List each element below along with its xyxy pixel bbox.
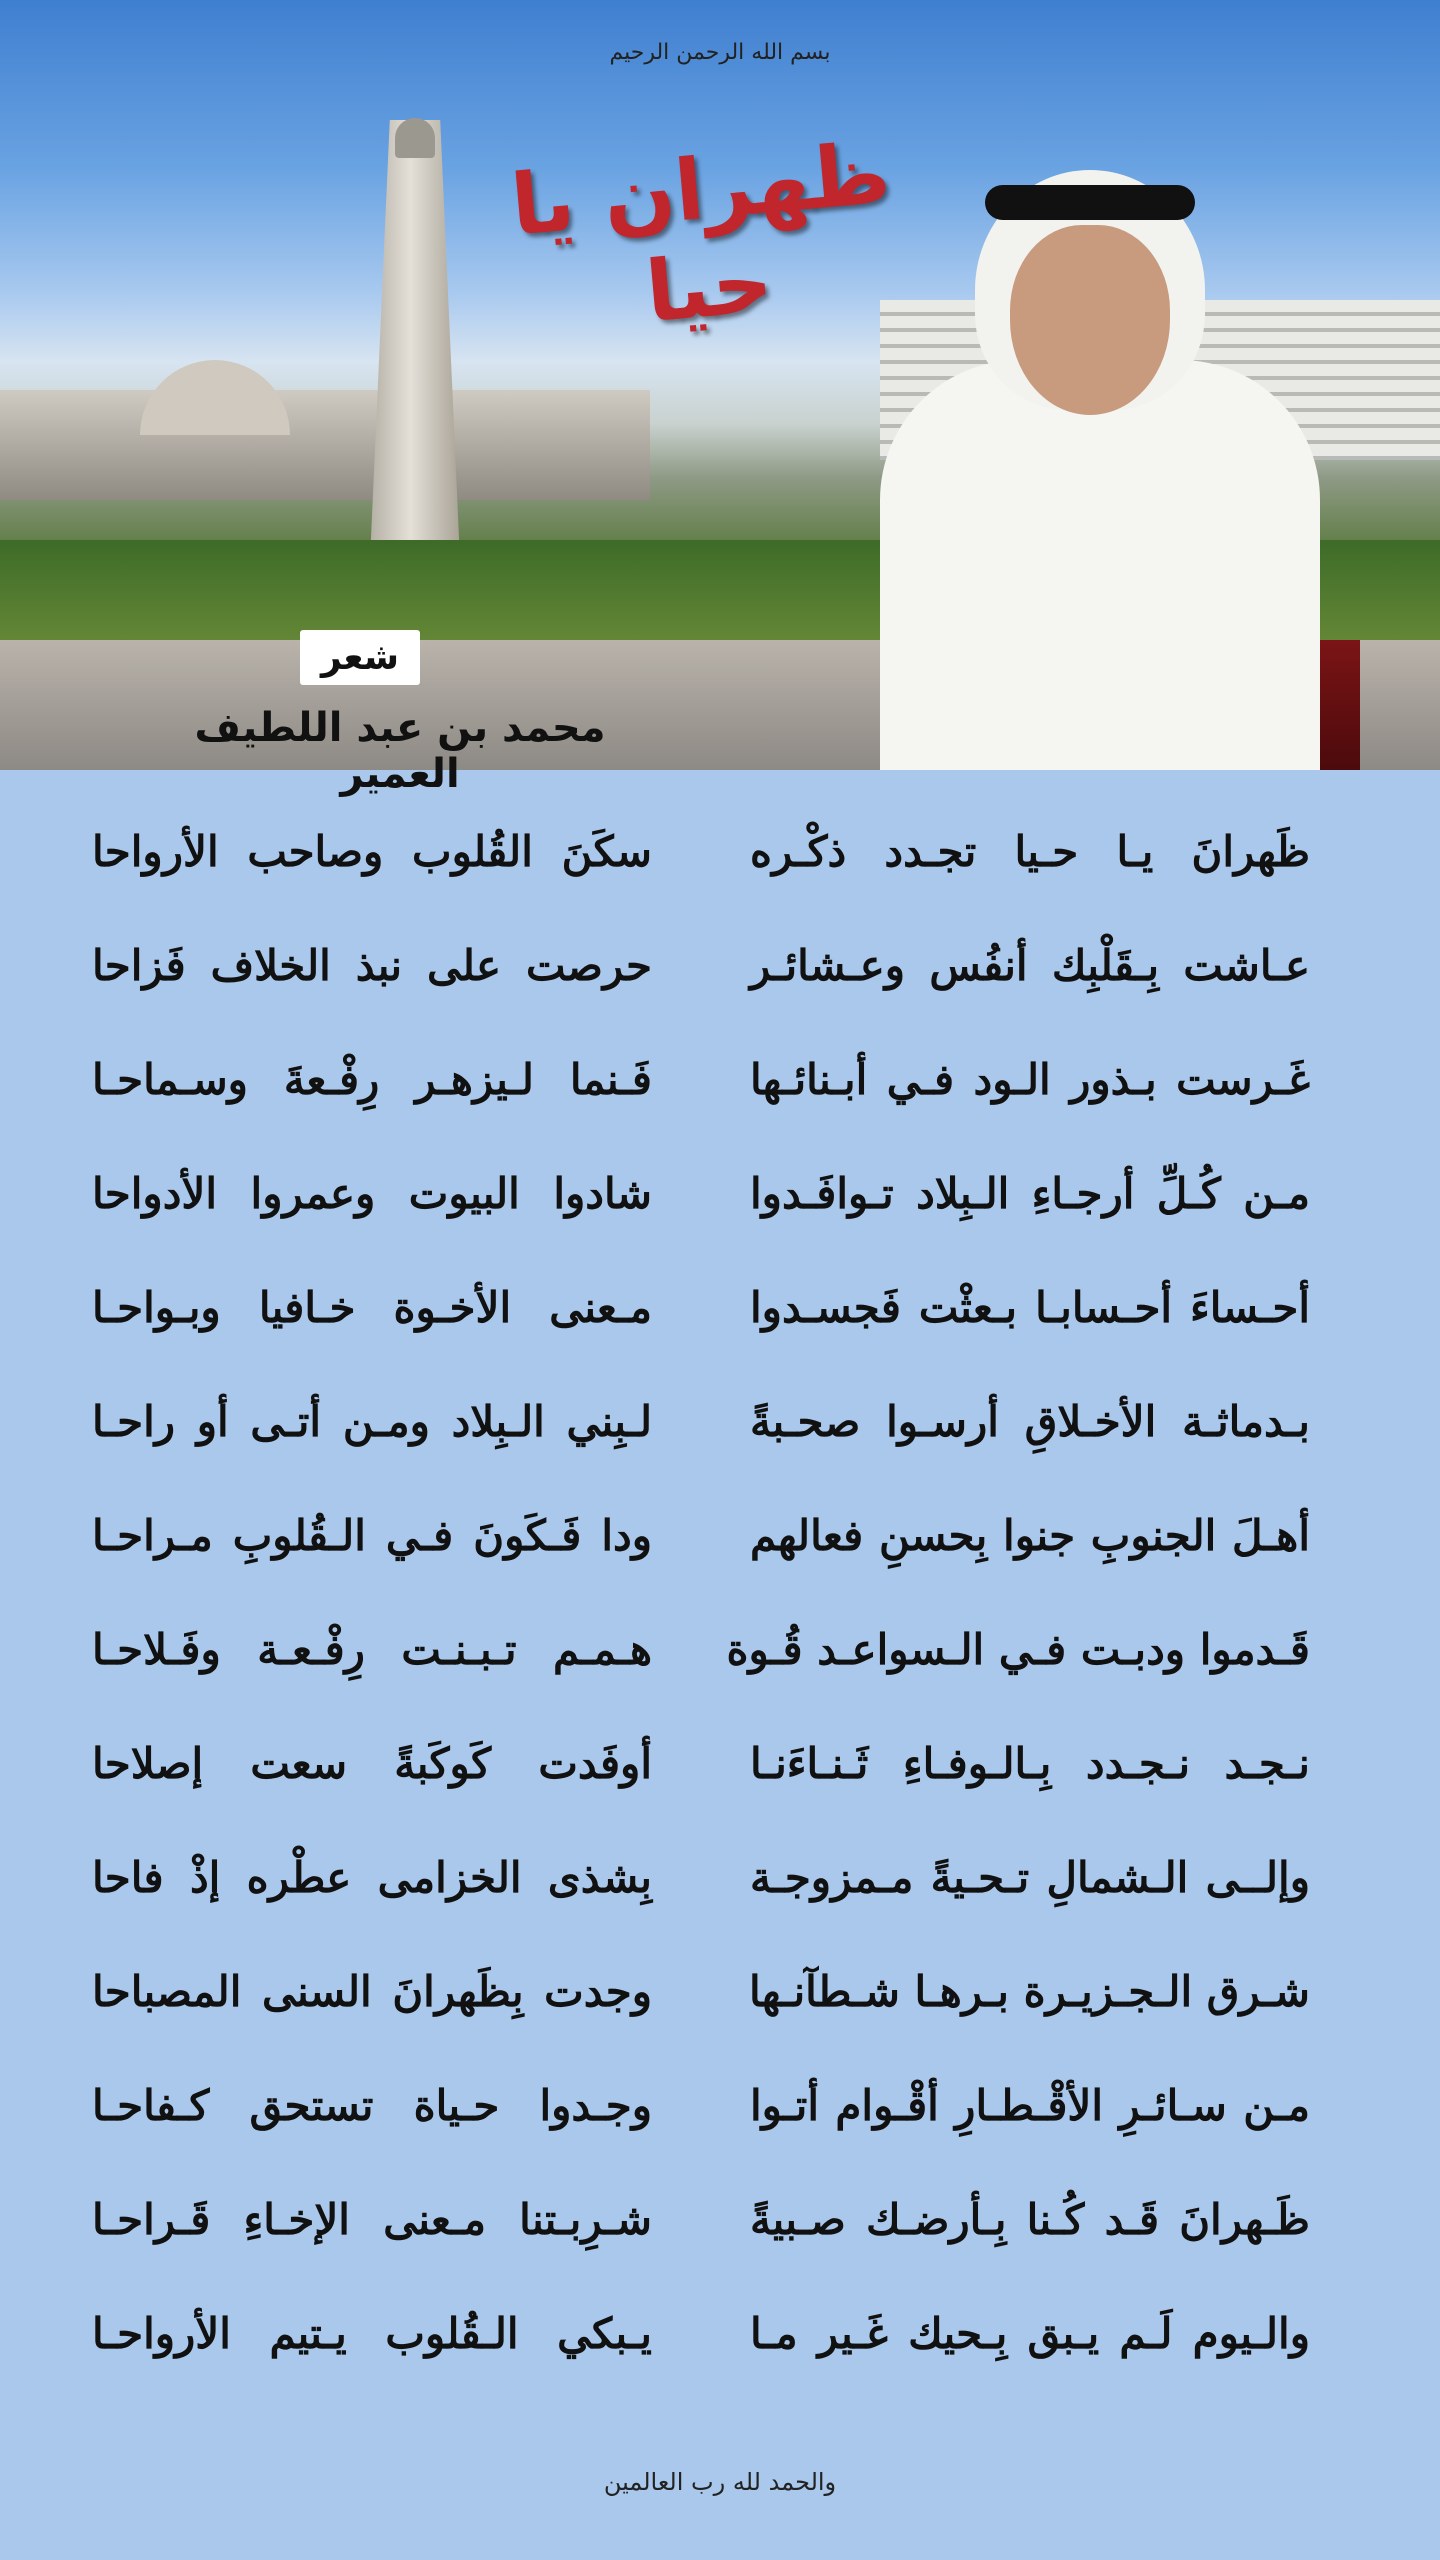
verse-first-hemistich: ظَـهرانَ قَـد كُـنا بِـأرضـك صـبيةً — [750, 2195, 1310, 2244]
verse-row — [0, 912, 1440, 1026]
verse-row — [0, 1026, 1440, 1140]
verse-second-hemistich: لـبِني الـبِلاد ومـن أتـى أو راحـا — [92, 1397, 652, 1446]
verse-row — [0, 1710, 1440, 1824]
verse-row — [0, 1824, 1440, 1938]
verse-first-hemistich: مـن كُـلِّ أرجـاءِ الـبِلاد تـوافَـدوا — [750, 1169, 1310, 1218]
verse-second-hemistich: مـعنى الأخـوة خـافيا وبـواحـا — [92, 1283, 652, 1332]
verse-first-hemistich: وإلــى الـشمالِ تـحـيةً مـمزوجـة — [750, 1853, 1310, 1902]
verse-second-hemistich: شادوا البيوت وعمروا الأدواحا — [92, 1169, 652, 1218]
mosque-building-image — [0, 390, 650, 500]
verse-first-hemistich: نـجـد نـجـدد بِـالـوفـاءِ ثَـنـاءَنـا — [750, 1739, 1310, 1788]
verse-second-hemistich: يـبكي الـقُلوب يـتيم الأرواحـا — [92, 2309, 652, 2358]
poet-name: محمد بن عبد اللطيف العمير — [194, 705, 606, 797]
poem-body — [0, 798, 1440, 2394]
dome-image — [140, 360, 290, 435]
poet-photo-face — [1010, 225, 1170, 415]
verse-row — [0, 2280, 1440, 2394]
verse-second-hemistich: فَـنما لـيزهـر رِفْـعةَ وسـماحـا — [92, 1055, 652, 1104]
poet-photo-agal — [985, 185, 1195, 220]
poet-photo-robe — [880, 360, 1320, 770]
verse-row — [0, 1140, 1440, 1254]
verse-first-hemistich: قَـدموا ودبـت فـي الـسواعـد قُـوة — [726, 1625, 1310, 1674]
basmala: بسم الله الرحمن الرحيم — [609, 40, 831, 65]
verse-second-hemistich: هـمـم تـبـنـت رِفْـعـة وفَـلاحـا — [92, 1625, 652, 1674]
verse-first-hemistich: عـاشت بِـقَلْبِك أنفُس وعـشائـر — [750, 941, 1310, 990]
verse-row — [0, 1938, 1440, 2052]
verse-second-hemistich: ودا فَـكَونَ فـي الـقُلوبِ مـراحـا — [92, 1511, 652, 1560]
verse-second-hemistich: بِشذى الخزامى عطْره إذْ فاحا — [92, 1853, 652, 1902]
verse-first-hemistich: غَـرست بـذور الـود فـي أبـنائـها — [750, 1055, 1310, 1104]
verse-row — [0, 1254, 1440, 1368]
verse-first-hemistich: بـدماثـة الأخـلاقِ أرسـوا صحـبةً — [750, 1397, 1310, 1446]
verse-second-hemistich: وجدت بِظَهرانَ السنى المصباحا — [92, 1967, 652, 2016]
verse-first-hemistich: مـن سـائـرِ الأقْـطـارِ أقْـوام أتـوا — [750, 2081, 1310, 2130]
verse-row — [0, 2166, 1440, 2280]
closing-line: والحمد لله رب العالمين — [603, 2468, 837, 2496]
verse-row — [0, 1368, 1440, 1482]
verse-row — [0, 1482, 1440, 1596]
header-banner — [0, 0, 1440, 797]
verse-row — [0, 1596, 1440, 1710]
poetry-badge: شعر — [300, 630, 420, 685]
verse-second-hemistich: شـرِبـتنا مـعنى الإخـاءِ قَـراحـا — [92, 2195, 652, 2244]
verse-first-hemistich: والـيوم لَـم يـبق بِـحيك غَـير مـا — [750, 2309, 1310, 2358]
verse-second-hemistich: سكَنَ القُلوب وصاحب الأرواحا — [92, 827, 652, 876]
verse-first-hemistich: أحـساءَ أحـسابـا بـعثْت فَجسـدوا — [750, 1283, 1310, 1332]
verse-first-hemistich: شـرق الـجـزيـرة بـرهـا شـطآنـها — [749, 1967, 1310, 2016]
verse-first-hemistich: ظَهرانَ يـا حـيا تجـدد ذكْـره — [750, 827, 1310, 876]
minaret-image — [370, 120, 460, 560]
verse-row — [0, 2052, 1440, 2166]
verse-second-hemistich: حرصت على نبذ الخلاف فَزاحا — [92, 941, 652, 990]
minaret-top-image — [395, 118, 435, 158]
verse-second-hemistich: أوفَدت كَوكَبةً سعت إصلاحا — [92, 1739, 652, 1788]
verse-first-hemistich: أهـلَ الجنوبِ جنوا بِحسنِ فعالهم — [750, 1511, 1310, 1560]
poem-headline: ظهران يا حيا — [507, 123, 895, 342]
verse-second-hemistich: وجـدوا حـياة تستحق كـفاحـا — [92, 2081, 652, 2130]
verse-row — [0, 798, 1440, 912]
